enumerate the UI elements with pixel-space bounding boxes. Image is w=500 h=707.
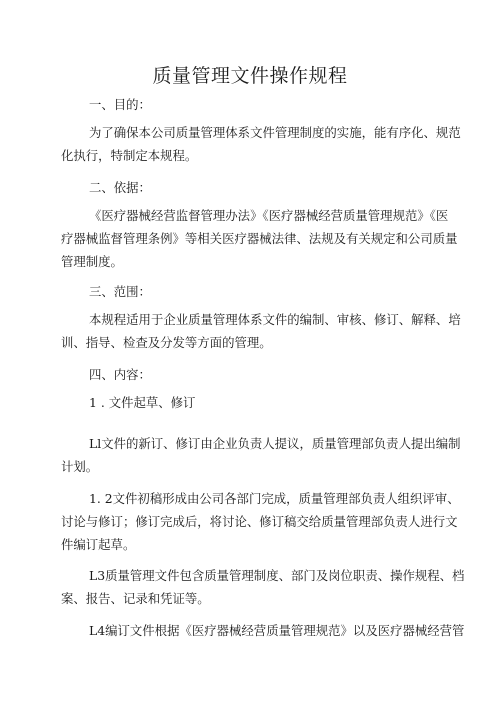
- paragraph-line: 讨论与修订；修订完成后，将讨论、修订稿交给质量管理部负责人进行文: [61, 514, 458, 529]
- heading-text: 一、目的：: [89, 97, 151, 112]
- basis-heading: [89, 176, 434, 199]
- basis-paragraph: [61, 204, 458, 273]
- document-title: 质量管理文件操作规程: [152, 65, 348, 87]
- paragraph-line: L4编订文件根据《医疗器械经营质量管理规范》以及医疗器械经营管: [89, 623, 465, 638]
- paragraph-line: 为了确保本公司质量管理体系文件管理制度的实施，能有序化、规范: [89, 125, 461, 140]
- item-1-4-paragraph: [89, 619, 465, 642]
- scope-heading: [89, 280, 434, 303]
- paragraph-line: 1. 2文件初稿形成由公司各部门完成，质量管理部负责人组织评审、: [89, 491, 460, 506]
- heading-text: 三、范围：: [89, 284, 151, 299]
- heading-text: 四、内容：: [89, 367, 151, 382]
- paragraph-line: 件编订起草。: [61, 537, 136, 552]
- content-heading: [89, 363, 434, 386]
- item-1-heading: [89, 391, 434, 414]
- paragraph-line: 本规程适用于企业质量管理体系文件的编制、审核、修订、解释、培: [89, 312, 461, 327]
- paragraph-line: 训、指导、检查及分发等方面的管理。: [61, 335, 272, 350]
- paragraph-line: 《医疗器械经营监督管理办法》《医疗器械经营质量管理规范》《医: [89, 208, 449, 223]
- paragraph-line: 化执行，特制定本规程。: [61, 148, 198, 163]
- paragraph-line: 疗器械监督管理条例》等相关医疗器械法律、法规及有关规定和公司质量: [61, 231, 458, 246]
- item-1-3-paragraph: [61, 564, 465, 610]
- purpose-heading: [89, 93, 434, 116]
- paragraph-line: 计划。: [61, 459, 99, 474]
- scope-paragraph: [61, 308, 461, 354]
- heading-text: 二、依据：: [89, 180, 151, 195]
- paragraph-line: L3质量管理文件包含质量管理制度、部门及岗位职责、操作规程、档: [89, 568, 465, 583]
- paragraph-line: Ll文件的新订、修订由企业负责人提议，质量管理部负责人提出编制: [89, 436, 461, 451]
- paragraph-line: 案、报告、记录和凭证等。: [61, 591, 210, 606]
- purpose-paragraph: [61, 121, 461, 167]
- heading-text: 1 . 文件起草、修订: [89, 395, 196, 410]
- item-1-2-paragraph: [61, 487, 460, 556]
- item-1-1-paragraph: [61, 432, 461, 478]
- paragraph-line: 管理制度。: [61, 254, 123, 269]
